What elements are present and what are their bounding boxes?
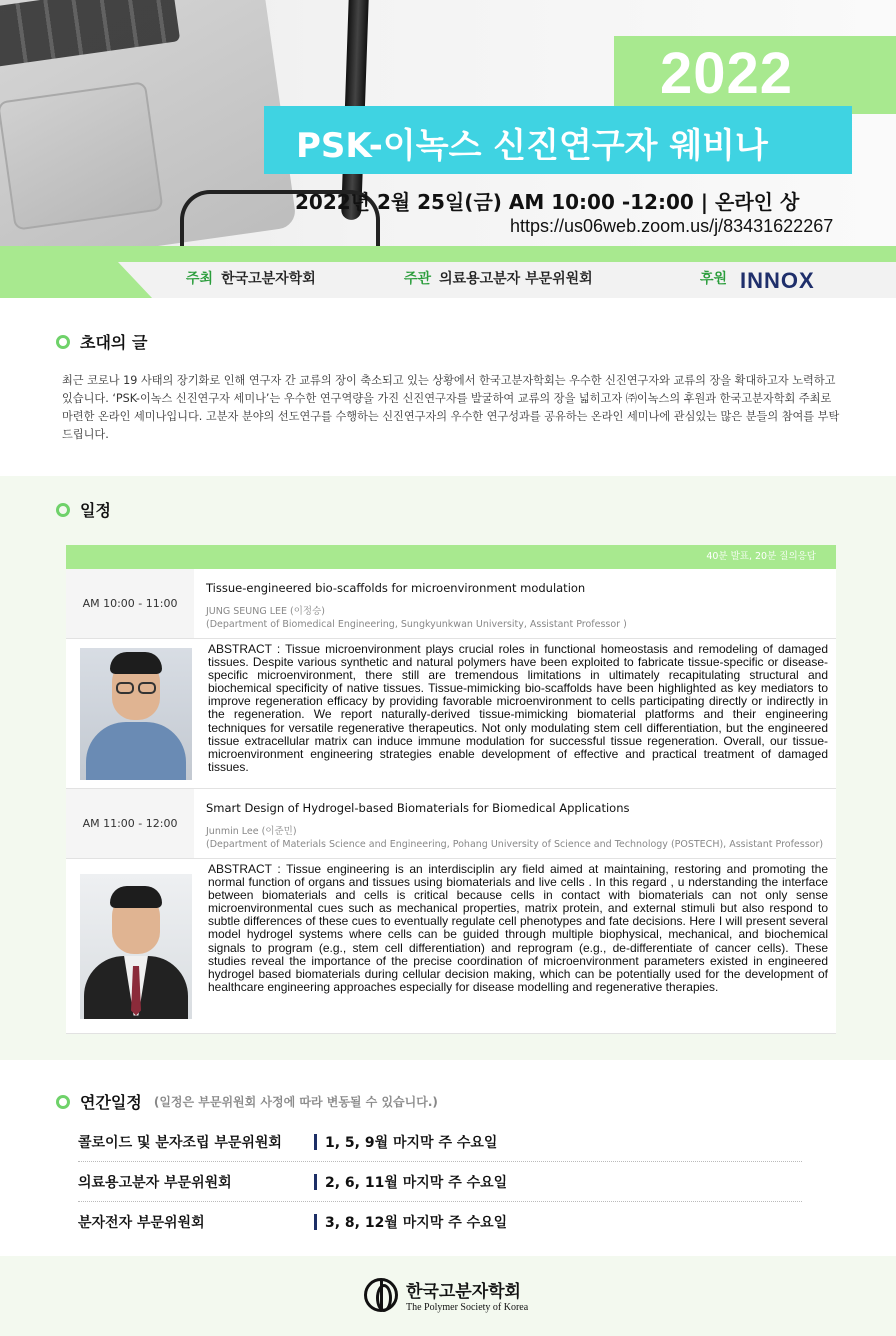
abstract-row-1 xyxy=(66,639,836,789)
speaker-photo xyxy=(80,874,192,1019)
year: 2022 xyxy=(660,41,794,106)
talk-info xyxy=(194,789,836,858)
talk-abstract: ABSTRACT : Tissue engineering is an interdisciplin ary field aimed at maintaining, restoring and promoting the normal function of organs and tissues using biomaterials and live cells . In this regard , u nderstanding the interface between biomaterials and cells is critical because cells in contact with biomaterials can not only sense microenvironmental cues such as mechanical properties, matrix protein, and external stimuli but also respond to subtle differences of these cues to eventually regulate cell phenotypes and fate decisions. Here I will present several model hydrogel systems where cells can be guided through multiple biophysical, mechanical, and biochemical signals to program (e.g., stem cell differentiation) and reprogram (e.g., de-differentiate of cancer cells). These studies reveal the importance of the precise coordination of microenvironment parameters existed in engineered hydrogel based biomaterials during cellular decision making, which can be potentially used for the development of healthcare engineering approaches especially for disease modelling and regenerative therapies. xyxy=(208,862,828,994)
keyboard-graphic xyxy=(0,0,180,70)
invitation-heading: 초대의 글 xyxy=(56,330,147,353)
society-name-en: The Polymer Society of Korea xyxy=(406,1302,529,1313)
committee-schedule: 1, 5, 9월 마지막 주 수요일 xyxy=(325,1134,498,1151)
talk-title: Tissue-engineered bio-scaffolds for microenvironment modulation xyxy=(206,581,586,595)
zoom-link[interactable]: https://us06web.zoom.us/j/83431622267 xyxy=(510,216,834,236)
talk-title: Smart Design of Hydrogel-based Biomaterials for Biomedical Applications xyxy=(206,801,630,815)
speaker-affiliation: (Department of Materials Science and Engineering, Pohang University of Science and Technology (POSTECH), Assistant Professor) xyxy=(206,839,824,850)
divider-bar xyxy=(314,1214,317,1230)
abstract-row-2 xyxy=(66,859,836,1034)
society-seal-icon xyxy=(364,1278,398,1312)
schedule-heading: 일정 xyxy=(56,498,111,521)
manager: 주관 의료용고분자 부문위원회 xyxy=(404,271,593,287)
society-logo xyxy=(364,1277,528,1313)
divider-bar xyxy=(314,1174,317,1190)
talk-time: AM 11:00 - 12:00 xyxy=(66,789,194,858)
talk-row-1 xyxy=(66,569,836,639)
committee-schedule: 3, 8, 12월 마지막 주 수요일 xyxy=(325,1215,508,1231)
speaker-photo-cell xyxy=(66,859,206,1033)
talk-info xyxy=(194,569,836,638)
committee-name: 콜로이드 및 분자조립 부문위원회 xyxy=(78,1134,282,1151)
annual-heading: 연간일정 (일정은 부문위원회 사정에 따라 변동될 수 있습니다.) xyxy=(56,1090,438,1113)
speaker-photo-cell xyxy=(66,639,206,788)
host-bar xyxy=(0,246,896,298)
society-name-ko: 한국고분자학회 xyxy=(406,1282,521,1302)
annual-schedule xyxy=(78,1122,802,1242)
annual-note: (일정은 부문위원회 사정에 따라 변동될 수 있습니다.) xyxy=(153,1095,438,1109)
organizer: 주최 한국고분자학회 xyxy=(186,271,316,287)
annual-row xyxy=(78,1162,802,1202)
speaker-photo xyxy=(80,648,192,780)
speaker-affiliation: (Department of Biomedical Engineering, Sungkyunkwan University, Assistant Professor ) xyxy=(206,619,627,630)
talk-abstract: ABSTRACT : Tissue microenvironment plays crucial roles in functional homeostasis and remodeling of damaged tissues. Despite various synthetic and natural polymers have been exploited to fabricate tissue-specific or disease-specific microenvironment, there still are tremendous limitations in ultimately recapitulating structural and biochemical specificity of native tissues. Tissue-mimicking bio-scaffolds have been highlighted as key mediators to improve regeneration efficacy by providing favorable microenvironment to cells participating directly or indirectly in the regeneration. We report naturally-derived tissue-mimicking biomaterial platforms and their engineering techniques for versatile regenerative therapeutics. Not only modulating stem cell differentiation, but the engineered tissue extracellular matrix can induce immune modulation for successful tissue regeneration. Overall, our tissue-microenvironment engineering strategies enable development of effective and practical treatment of damaged tissues. xyxy=(208,642,828,774)
touchpad-graphic xyxy=(0,81,164,231)
sponsor-label: 후원 xyxy=(700,271,728,287)
committee-name: 분자전자 부문위원회 xyxy=(78,1215,205,1231)
committee-name: 의료용고분자 부문위원회 xyxy=(78,1174,232,1191)
talk-time: AM 10:00 - 11:00 xyxy=(66,569,194,638)
circle-bullet-icon xyxy=(56,335,70,349)
innox-logo: INNOX xyxy=(740,268,815,293)
schedule-note: 40분 발표, 20분 질의응답 xyxy=(66,545,836,569)
speaker-name: JUNG SEUNG LEE (이정승) xyxy=(206,606,325,617)
annual-row xyxy=(78,1122,802,1162)
committee-schedule: 2, 6, 11월 마지막 주 수요일 xyxy=(325,1174,508,1191)
circle-bullet-icon xyxy=(56,1095,70,1109)
circle-bullet-icon xyxy=(56,503,70,517)
invitation-body: 최근 코로나 19 사태의 장기화로 인해 연구자 간 교류의 장이 축소되고 있는 상황에서 한국고분자학회는 우수한 신진연구자와 교류의 장을 확대하고자 노력하고 있습니다. ‘PSK-이녹스 신진연구자 세미나’는 우수한 연구역량을 가진 신진연구자를 발굴하여 교류의 장을 넓히고자 ㈜이녹스의 후원과 한국고분자학회 주최로 마련한 온라인 세미나입니다. 고분자 분야의 선도연구를 수행하는 신진연구자의 우수한 연구성과를 공유하는 온라인 세미나에 관심있는 많은 분들의 참여를 부탁드립니다. xyxy=(62,374,840,441)
page-title: PSK-이녹스 신진연구자 웨비나 xyxy=(296,126,768,166)
event-datetime: 2022년 2월 25일(금) AM 10:00 -12:00 | 온라인 상 xyxy=(295,190,800,214)
talk-row-2 xyxy=(66,789,836,859)
header-banner xyxy=(0,0,896,246)
annual-row xyxy=(78,1202,802,1242)
speaker-name: Junmin Lee (이준민) xyxy=(206,826,297,837)
divider-bar xyxy=(314,1134,317,1150)
schedule-table xyxy=(66,545,836,1034)
